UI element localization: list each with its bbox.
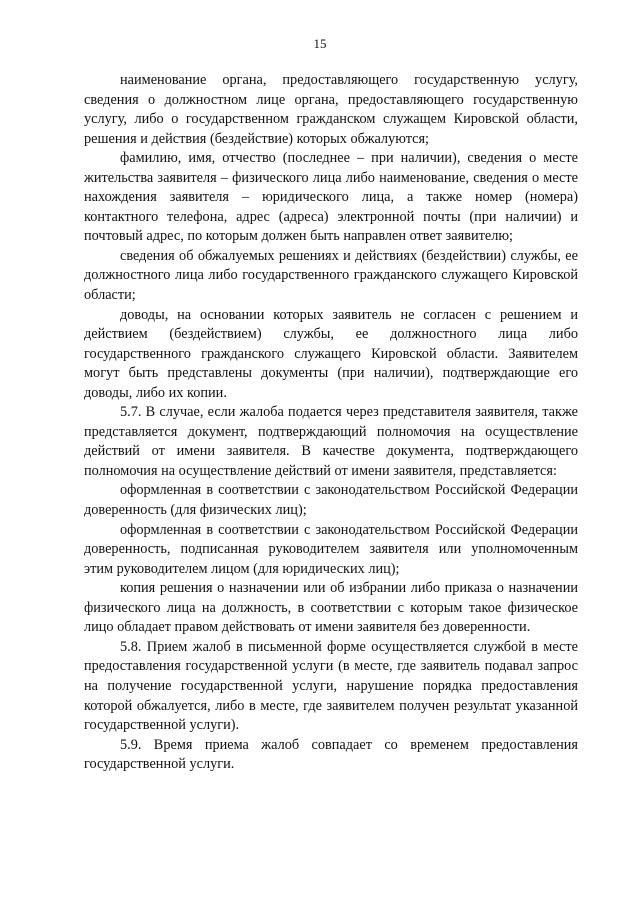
paragraph-appointment-order: копия решения о назначении или об избрании либо приказа о назначении физического лица на должность, в соответствии с которым такое физическое лицо обладает правом действовать от имени заявителя без доверенности. <box>84 580 578 636</box>
paragraph-section-5-9: 5.9. Время приема жалоб совпадает со временем предоставления государственной услуги. <box>84 736 578 773</box>
paragraph-arguments: доводы, на основании которых заявитель не согласен с решением и действием (бездействием) службы, ее должностного лица либо государственного гражданского служащего Кировской области. Заявителем могут быть представлены документы (при наличии), подтверждающие его доводы, либо их копии. <box>84 306 578 401</box>
paragraph-power-of-attorney-individuals: оформленная в соответствии с законодательством Российской Федерации доверенность (для физических лиц); <box>84 482 578 519</box>
paragraph-applicant-details: фамилию, имя, отчество (последнее – при наличии), сведения о месте жительства заявителя – физического лица либо наименование, сведения о месте нахождения заявителя – юридического лица, а также номер (номера) контактного телефона, адрес (адреса) электронной почты (при наличии) и почтовый адрес, по которым должен быть направлен ответ заявителю; <box>84 150 578 245</box>
page-number: 15 <box>313 36 327 51</box>
paragraph-body-name: наименование органа, предоставляющего государственную услугу, сведения о должностном лице органа, предоставляющего государственную услугу, либо о государственном гражданском служащем Кировской области, решения и действия (бездействие) которых обжалуются; <box>84 72 578 147</box>
document-body <box>84 71 578 775</box>
paragraph-power-of-attorney-legal-entities: оформленная в соответствии с законодательством Российской Федерации доверенность, подписанная руководителем заявителя или уполномоченным этим руководителем лицом (для юридических лиц); <box>84 521 578 577</box>
paragraph-section-5-8: 5.8. Прием жалоб в письменной форме осуществляется службой в месте предоставления государственной услуги (в месте, где заявитель подавал запрос на получение государственной услуги, нарушение порядка предоставления которой обжалуется, либо в месте, где заявителем получен результат указанной государственной услуги). <box>84 638 578 734</box>
paragraph-appealed-decisions: сведения об обжалуемых решениях и действиях (бездействии) службы, ее должностного лица либо государственного гражданского служащего Кировской области; <box>84 247 578 304</box>
paragraph-section-5-7: 5.7. В случае, если жалоба подается через представителя заявителя, также представляется документ, подтверждающий полномочия на осуществление действий от имени заявителя. В качестве документа, подтверждающего полномочия на осуществление действий от имени заявителя, представляется: <box>84 404 578 479</box>
